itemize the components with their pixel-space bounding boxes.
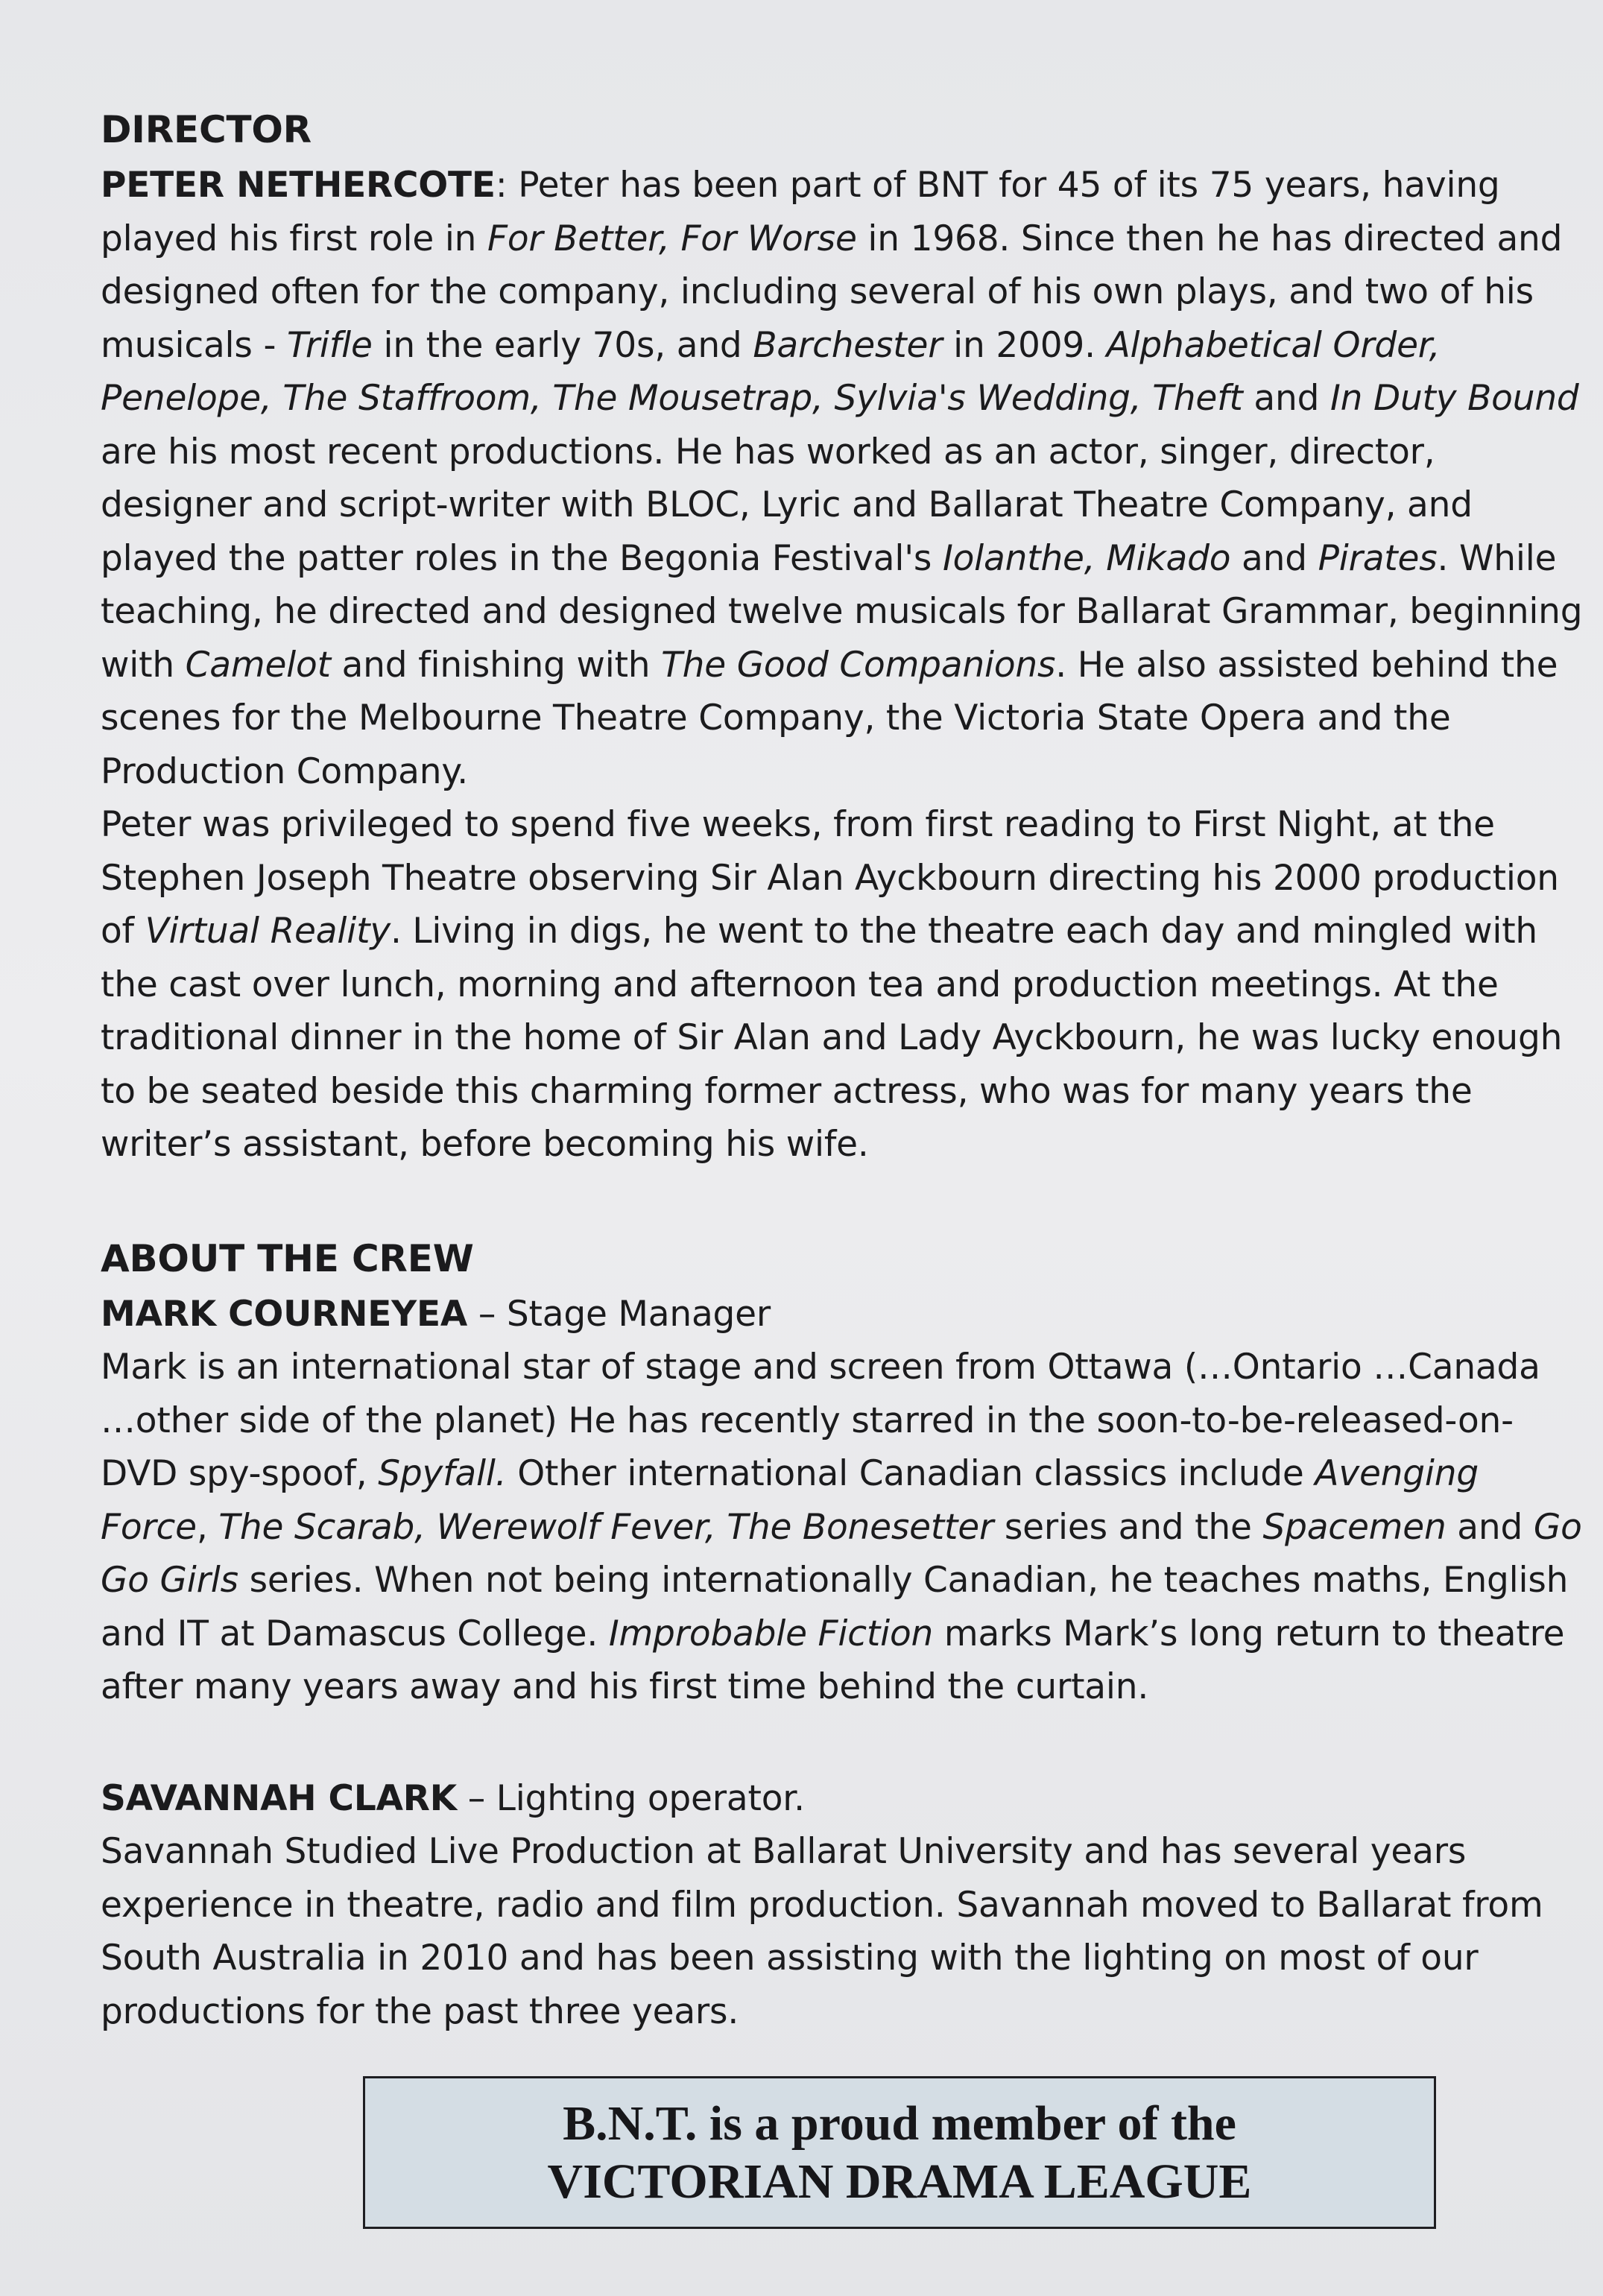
crew-role: – Lighting operator. xyxy=(456,1777,805,1819)
italic-title-text: Spacemen xyxy=(1262,1506,1447,1548)
crew-heading: ABOUT THE CREW xyxy=(101,1236,474,1280)
crew-role: – Stage Manager xyxy=(467,1293,771,1335)
italic-title-text: Trifle xyxy=(286,324,373,366)
body-text: in 2009. xyxy=(942,324,1107,366)
body-text: : Peter has been part of BNT for 45 of its 75 years, having played his first role in xyxy=(101,165,1500,259)
body-text: series. When not being internationally Canadian, he teaches maths, English and IT at Damascus College. xyxy=(101,1560,1569,1654)
italic-title-text: Iolanthe, Mikado xyxy=(942,537,1231,579)
director-bio-paragraph-1 xyxy=(101,159,1584,798)
italic-title-text: The Scarab, Werewolf Fever, The Bonesetter xyxy=(218,1506,994,1548)
crew-name: MARK COURNEYEA xyxy=(101,1293,468,1335)
crew-member-mark xyxy=(101,1288,1584,1714)
crew-spacer xyxy=(101,1714,1584,1772)
banner-line-1: B.N.T. is a proud member of the xyxy=(563,2096,1236,2151)
italic-title-text: The Good Companions xyxy=(661,644,1056,686)
page-content xyxy=(101,101,1584,2038)
body-text: in the early 70s, and xyxy=(372,324,753,366)
body-text: and xyxy=(1242,378,1330,419)
body-text: Mark is an international star of stage and screen from Ottawa (…Ontario …Canada …other side of the planet) He has recently starred in the soon-to-be-released-on-DVD spy-spoof, xyxy=(101,1347,1540,1494)
body-text: are his most recent productions. He has worked as an actor, singer, director, designer and script-writer with BLOC, Lyric and Ballarat Theatre Company, and played the patter roles in the Begonia Festival's xyxy=(101,431,1473,579)
director-heading: DIRECTOR xyxy=(101,108,312,151)
body-text: marks Mark’s long return to theatre after many years away and his first time behind the curtain. xyxy=(101,1613,1565,1707)
italic-title-text: Alphabetical Order, Penelope, The Staffroom, The Mousetrap, Sylvia's Wedding, Theft xyxy=(101,324,1441,419)
body-text: Other international Canadian classics include xyxy=(506,1453,1315,1494)
crew-title-line xyxy=(101,1772,1584,1826)
crew-bio xyxy=(101,1825,1584,2038)
body-text: and xyxy=(1230,537,1318,579)
body-text: , xyxy=(196,1506,219,1548)
body-text: . Living in digs, he went to the theatre each day and mingled with the cast over lunch, morning and afternoon tea and production meetings. At the traditional dinner in the home of Sir Alan and Lady Ayckbourn, he was lucky enough to be seated beside this charming former actress, who was for many years the writer’s assistant, before becoming his wife. xyxy=(101,911,1563,1165)
section-spacer xyxy=(101,1171,1584,1230)
director-bio-1-text xyxy=(101,165,1582,792)
body-text: and finishing with xyxy=(330,644,662,686)
italic-title-text: In Duty Bound xyxy=(1329,378,1579,419)
body-text: . While teaching, he directed and designed twelve musicals for Ballarat Grammar, beginning with xyxy=(101,537,1583,686)
italic-title-text: Spyfall. xyxy=(378,1453,507,1494)
body-text: Peter was privileged to spend five weeks, from first reading to First Night, at the Stephen Joseph Theatre observing Sir Alan Ayckbourn directing his 2000 production of xyxy=(101,804,1559,952)
crew-name: SAVANNAH CLARK xyxy=(101,1777,457,1819)
body-text: Savannah Studied Live Production at Ballarat University and has several years experience in theatre, radio and film production. Savannah moved to Ballarat from South Australia in 2010 and has been assisting with the lighting on most of our productions for the past three years. xyxy=(101,1831,1543,2032)
director-name: PETER NETHERCOTE xyxy=(101,165,496,206)
body-text: in 1968. Since then he has directed and designed often for the company, including several of his own plays, and two of his musicals - xyxy=(101,218,1563,366)
italic-title-text: Virtual Reality xyxy=(145,911,391,952)
italic-title-text: Avenging Force xyxy=(101,1453,1479,1548)
crew-member-savannah xyxy=(101,1772,1584,2039)
body-text: series and the xyxy=(993,1506,1263,1548)
italic-title-text: Camelot xyxy=(185,644,331,686)
italic-title-text: For Better, For Worse xyxy=(487,218,857,259)
crew-title-line xyxy=(101,1288,1584,1341)
italic-title-text: Pirates xyxy=(1318,537,1438,579)
banner-line-2: VICTORIAN DRAMA LEAGUE xyxy=(547,2154,1252,2209)
body-text: and xyxy=(1446,1506,1534,1548)
director-bio-paragraph-2 xyxy=(101,798,1584,1171)
body-text: . He also assisted behind the scenes for the Melbourne Theatre Company, the Victoria State Opera and the Production Company. xyxy=(101,644,1558,792)
italic-title-text: Improbable Fiction xyxy=(608,1613,934,1654)
crew-bio xyxy=(101,1341,1584,1714)
italic-title-text: Go Go Girls xyxy=(101,1506,1582,1601)
vdl-membership-banner xyxy=(363,2076,1436,2229)
italic-title-text: Barchester xyxy=(753,324,943,366)
